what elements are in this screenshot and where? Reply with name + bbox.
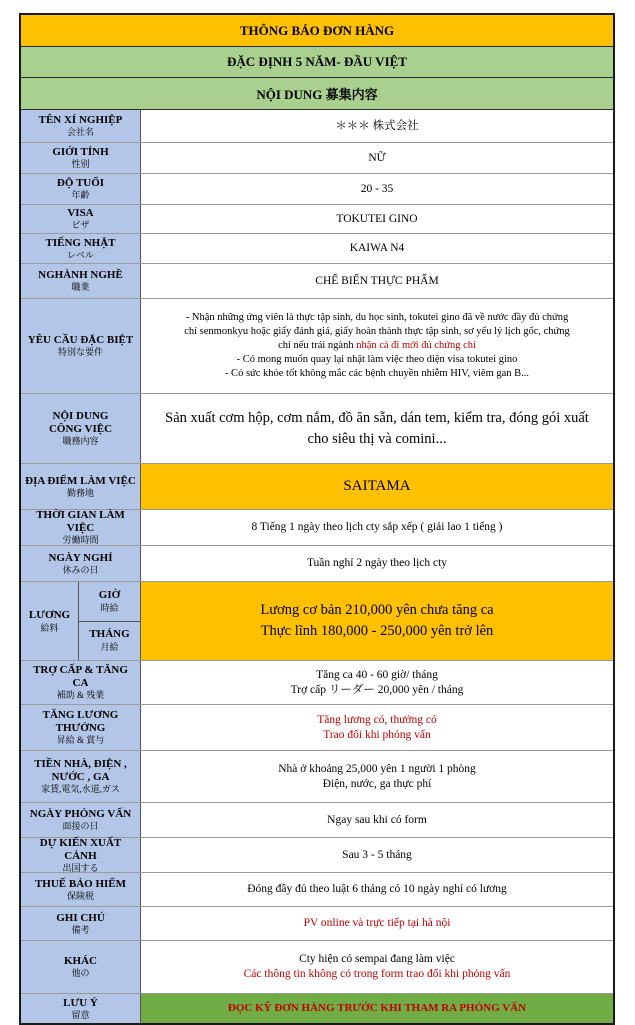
salary-line-1: Lương cơ bản 210,000 yên chưa tăng ca <box>260 602 494 618</box>
value-text: NỮ <box>368 151 386 164</box>
label-jp: 勤務地 <box>66 487 94 498</box>
salary-line-2: Thực lĩnh 180,000 - 250,000 yên trở lên <box>260 623 494 639</box>
value-japanese <box>141 234 613 263</box>
row-salary <box>21 582 613 661</box>
value-text: Đóng đầy đủ theo luật 6 tháng có 10 ngày nghỉ có lương <box>247 883 507 895</box>
row-requirements <box>21 299 613 394</box>
label-jp: 性别 <box>71 159 90 169</box>
label-vi: NỘI DUNG <box>52 410 109 422</box>
value-caution <box>141 994 613 1023</box>
req-line-5: - Có sức khỏe tốt không mắc các bệnh chuyền nhiễm HIV, viêm gan B... <box>224 368 530 379</box>
label-allowance <box>21 661 141 704</box>
housing-line-1: Nhà ở khoảng 25,000 yên 1 người 1 phòng <box>278 762 476 775</box>
row-departure <box>21 838 613 873</box>
row-gender <box>21 143 613 174</box>
content-header: NỘI DUNG 募集内容 <box>21 78 613 110</box>
label-vi: THÁNG <box>89 628 130 641</box>
value-other <box>141 941 613 993</box>
value-housing <box>141 751 613 802</box>
label-age <box>21 174 141 204</box>
label-jp: 労働時間 <box>62 535 99 545</box>
label-location <box>21 464 141 509</box>
label-jp: 特別な要件 <box>57 347 103 357</box>
salary-main-label <box>21 582 79 660</box>
label-vi: THUẾ BẢO HIỂM <box>34 877 127 890</box>
label-vi: TIẾNG NHẬT <box>45 236 116 249</box>
job-line-1: Sản xuất cơm hộp, cơm nắm, đồ ăn sẵn, dán tem, kiểm tra, đóng gói xuất <box>165 409 589 426</box>
value-company <box>141 110 613 142</box>
value-holiday <box>141 546 613 581</box>
value-text: Ngay sau khi có form <box>327 813 427 826</box>
row-allowance <box>21 661 613 705</box>
label-jp: 職業 <box>71 282 90 292</box>
job-order-sheet <box>19 13 615 1025</box>
label-vi: TRỢ CẤP & TĂNG <box>33 664 128 676</box>
raise-line-1: Tăng lương có, thưởng có <box>317 713 437 726</box>
label-vi: THƯỞNG <box>55 722 106 734</box>
value-job <box>141 394 613 463</box>
row-caution <box>21 994 613 1023</box>
label-raise <box>21 705 141 750</box>
value-raise <box>141 705 613 750</box>
order-title: THÔNG BÁO ĐƠN HÀNG <box>21 15 613 47</box>
housing-line-2: Điện, nước, ga thực phí <box>322 777 432 790</box>
row-insurance <box>21 873 613 907</box>
label-jp: 休みの日 <box>62 564 99 575</box>
label-vi: TĂNG LƯƠNG <box>42 709 119 721</box>
value-text: TOKUTEI GINO <box>336 212 418 225</box>
value-text: PV online và trực tiếp tại hà nội <box>303 917 451 929</box>
other-line-2: Các thông tin không có trong form trao đổi khi phỏng vấn <box>243 968 511 980</box>
label-vi: CA <box>72 677 89 689</box>
label-vi: YÊU CẦU ĐẶC BIỆT <box>27 334 134 346</box>
row-hours <box>21 510 613 546</box>
req-line-3-text: chỉ nếu trái ngành <box>278 340 357 351</box>
row-location <box>21 464 613 510</box>
row-company <box>21 110 613 143</box>
value-requirements <box>141 299 613 393</box>
label-company <box>21 110 141 142</box>
row-raise <box>21 705 613 751</box>
label-vi: GIỜ <box>98 588 121 601</box>
label-jp: 保険税 <box>66 890 94 901</box>
req-line-4: - Có mong muốn quay lại nhật làm việc theo diện visa tokutei gino <box>236 354 518 365</box>
value-text: CHẾ BIẾN THỰC PHẨM <box>315 274 439 287</box>
label-jp: 職務内容 <box>62 436 99 446</box>
label-other <box>21 941 141 993</box>
label-vi: ĐỘ TUỔI <box>56 177 105 189</box>
value-text: 20 - 35 <box>360 182 394 195</box>
req-line-1: - Nhận những ứng viên là thực tập sinh, du học sinh, tokutei gino đã về nước đầy đủ chứng <box>185 312 569 323</box>
label-salary <box>21 582 141 660</box>
order-subtitle: ĐẶC ĐỊNH 5 NĂM- ĐẦU VIỆT <box>21 47 613 78</box>
allowance-line-1: Tăng ca 40 - 60 giờ/ tháng <box>316 668 438 681</box>
label-job <box>21 394 141 463</box>
row-holiday <box>21 546 613 582</box>
label-vi: LƯU Ý <box>63 996 98 1009</box>
label-jp: ビザ <box>71 220 90 230</box>
label-jp: 補助 & 残業 <box>56 690 105 700</box>
label-insurance <box>21 873 141 906</box>
value-gender <box>141 143 613 173</box>
label-jp: 家賃,電気,水道,ガス <box>41 784 120 794</box>
value-age <box>141 174 613 204</box>
label-vi: TIỀN NHÀ, ĐIỆN , <box>34 758 127 770</box>
value-location <box>141 464 613 509</box>
label-jp: レベル <box>66 249 94 260</box>
row-housing <box>21 751 613 803</box>
salary-sub-labels <box>79 582 140 660</box>
label-jp: 給料 <box>40 622 59 633</box>
value-allowance <box>141 661 613 704</box>
label-departure <box>21 838 141 872</box>
label-vi: KHÁC <box>64 955 97 967</box>
allowance-line-2: Trợ cấp リーダー 20,000 yên / tháng <box>290 683 464 696</box>
label-vi: ĐỊA ĐIỂM LÀM VIỆC <box>25 474 136 487</box>
label-caution <box>21 994 141 1023</box>
label-gender <box>21 143 141 173</box>
value-salary <box>141 582 613 660</box>
label-jp: 年齢 <box>71 190 90 200</box>
label-jp: 昇給 & 賞与 <box>56 735 105 745</box>
value-text: KAIWA N4 <box>349 242 405 254</box>
value-visa <box>141 205 613 233</box>
label-vi: NGÀY PHỎNG VẤN <box>29 808 132 820</box>
label-jp: 面接の日 <box>62 821 99 831</box>
value-industry <box>141 264 613 298</box>
row-note <box>21 907 613 941</box>
value-text: Sau 3 - 5 tháng <box>342 848 412 861</box>
value-hours <box>141 510 613 545</box>
row-visa <box>21 205 613 234</box>
req-line-2: chỉ senmonkyu hoặc giấy đánh giá, giấy hoàn thành thực tập sinh, sơ yếu lý lịch gốc, chứng <box>184 326 570 337</box>
label-vi: LƯƠNG <box>28 608 71 621</box>
other-line-1: Cty hiện có sempai đang làm việc <box>299 953 455 965</box>
value-note <box>141 907 613 940</box>
label-vi: NGHÀNH NGHỀ <box>38 269 123 281</box>
row-other <box>21 941 613 994</box>
label-visa <box>21 205 141 233</box>
row-industry <box>21 264 613 299</box>
label-vi: TÊN XÍ NGHIỆP <box>38 114 123 126</box>
salary-month-label <box>79 622 140 661</box>
label-interview <box>21 803 141 837</box>
raise-line-2: Trao đổi khi phỏng vấn <box>323 728 431 741</box>
row-interview <box>21 803 613 838</box>
label-hours <box>21 510 141 545</box>
value-text: ĐỌC KỸ ĐƠN HÀNG TRƯỚC KHI THAM RA PHỎNG VẤN <box>227 1002 527 1014</box>
label-requirements <box>21 299 141 393</box>
req-line-3-highlight: nhận cả đi mới đủ chứng chỉ <box>356 340 476 351</box>
label-vi: CÔNG VIỆC <box>48 423 113 435</box>
label-vi: GHI CHÚ <box>56 911 105 924</box>
label-jp: 備考 <box>71 924 90 935</box>
value-insurance <box>141 873 613 906</box>
job-line-2: cho siêu thị và comini... <box>307 430 447 447</box>
label-jp: 時給 <box>100 602 119 613</box>
label-jp: 他の <box>71 968 90 978</box>
label-note <box>21 907 141 940</box>
row-japanese <box>21 234 613 264</box>
value-text: 8 Tiếng 1 ngày theo lịch cty sắp xếp ( giải lao 1 tiếng ) <box>251 521 503 533</box>
label-jp: 出国する <box>62 862 99 873</box>
value-interview <box>141 803 613 837</box>
label-holiday <box>21 546 141 581</box>
label-japanese <box>21 234 141 263</box>
label-jp: 留意 <box>71 1009 90 1020</box>
label-vi: THỜI GIAN LÀM VIỆC <box>36 509 125 534</box>
label-vi: VISA <box>67 207 94 219</box>
label-jp: 月給 <box>100 642 119 653</box>
value-text: SAITAMA <box>343 478 411 494</box>
value-text: ＊＊＊ 株式会社 <box>335 119 419 132</box>
value-text: Tuần nghỉ 2 ngày theo lịch cty <box>306 557 448 569</box>
label-housing <box>21 751 141 802</box>
label-industry <box>21 264 141 298</box>
value-departure <box>141 838 613 872</box>
row-age <box>21 174 613 205</box>
label-vi: GIỚI TÍNH <box>52 146 109 158</box>
label-vi: NƯỚC , GA <box>51 771 110 783</box>
row-job <box>21 394 613 464</box>
salary-hour-label <box>79 582 140 622</box>
label-vi: NGÀY NGHỈ <box>48 551 113 564</box>
label-jp: 会社名 <box>66 127 94 137</box>
label-vi: DỰ KIẾN XUẤT CẢNH <box>39 836 122 862</box>
req-line-3 <box>278 339 476 353</box>
